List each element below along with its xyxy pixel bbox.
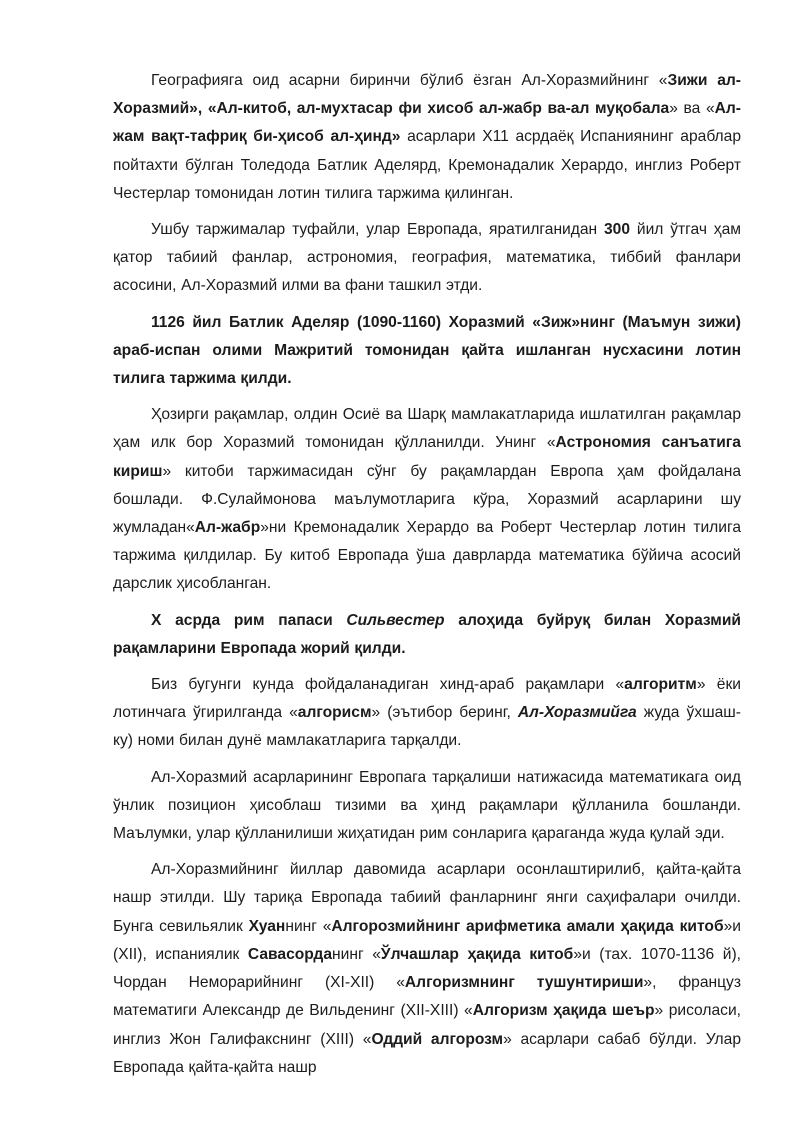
text-run: Ал-Хоразмий асарларининг Европага тарқалиши натижасида математикага оид ўнлик позицион ҳисоблаш тизими ва ҳинд рақамлари қўлланила бошланди. Маълумки, улар қўлланилиши жиҳатидан рим сонларига қараганда жуда қулай эди. [113,768,741,843]
text-run: Ал-жабр [194,519,261,537]
text-run: асарлари Х11 асрдаёқ Испаниянинг араблар пойтахти бўлган Толедода Батлик Аделярд, Кремонадалик Херардо, инглиз Роберт Честерлар томонидан лотин тилига таржима қилинган. [113,128,741,202]
text-run: Географияга оид асарни биринчи бўлиб ёзган Ал-Хоразмийнинг « [151,72,668,89]
text-run: »и (тах. 1070-1136 й), Чордан Неморарийнинг (XI-XII) « [113,945,741,992]
text-run: Ал-Хоразмийнинг йиллар давомида асарлари осонлаштирилиб, қайта-қайта нашр этилди. Шу тариқа Европада табиий фанларнинг янги саҳифалари очилди. Бунга севильялик [113,861,741,935]
paragraph-7 [113,764,741,849]
text-run: алгоритм [624,676,697,694]
text-run: » асарлари сабаб бўлди. Улар Европада қайта-қайта нашр [113,1030,742,1076]
paragraph-3 [113,309,741,394]
text-run: Ўлчашлар ҳақида китоб [380,945,574,963]
text-run: Ҳозирги рақамлар, олдин Осиё ва Шарқ мамлакатларида ишлатилган рақамлар ҳам илк бор Хоразмий томонидан қўлланилди. Унинг « [113,406,741,452]
text-run: Биз бугунги кунда фойдаланадиган хинд-араб рақамлари « [151,676,625,694]
text-run: Хуан [248,917,286,935]
text-run: 1126 йил Батлик Аделяр (1090-1160) Хоразмий «Зиж»нинг (Маъмун зижи) араб-испан олими Мажритий томонидан қайта ишланган нусхасини лотин тилига таржима қилди. [113,313,741,388]
paragraph-6 [113,671,741,756]
text-run: », француз математиги Александр де Вильденинг (XII-XIII) « [113,974,741,1020]
text-run: » (эътибор беринг, [371,704,518,722]
paragraph-2 [113,216,741,301]
document-page [113,67,741,1090]
text-run: Зижи ал-Хоразмий», «Ал-китоб, ал-мухтасар фи хисоб ал-жабр ва-ал муқобала [113,72,741,118]
paragraph-4 [113,401,741,598]
text-run: »и (XII), испаниялик [113,917,741,963]
text-run: . [401,639,406,657]
text-run: 300 [604,221,631,239]
text-run: » рисоласи, инглиз Жон Галифакснинг (XIII) « [113,1002,741,1048]
text-run: алгорисм [297,704,372,722]
text-run: алоҳида буйруқ билан Хоразмий рақамларини Европада жорий қилди [113,611,742,657]
paragraph-1 [113,67,741,208]
text-run: Ушбу таржималар туфайли, улар Европада, яратилганидан [151,221,604,239]
text-run: нинг « [332,945,381,963]
paragraph-5 [113,607,741,663]
text-run: Савасорда [247,945,333,963]
text-run: Х асрда рим папаси [151,611,347,629]
text-run: Алгоризм ҳақида шеър [472,1002,655,1020]
text-run: Алгорозмийнинг арифметика амали ҳақида китоб [331,917,724,935]
text-run: » китоби таржимасидан сўнг бу рақамлардан Европа ҳам фойдалана бошлади. Ф.Сулаймонова маълумотларига кўра, Хоразмий асарларини шу жумладан« [113,462,741,537]
text-run: нинг « [285,917,332,935]
text-run: Ал-Хоразмийга [517,704,637,722]
text-run: йил ўтгач ҳам қатор табиий фанлар, астрономия, география, математика, тиббий фанлари асосини, Ал-Хоразмий илми ва фани ташкил этди. [113,221,741,295]
text-run: Алгоризмнинг тушунтириши [404,974,644,992]
text-run: Ал-жам вақт-тафриқ би-ҳисоб ал-ҳинд» [113,100,741,146]
text-run: Оддий алгорозм [371,1030,504,1048]
text-run: Астрономия санъатига кириш [113,434,741,480]
text-run: » ёки лотинчага ўгирилганда « [113,676,741,722]
paragraph-8 [113,856,741,1082]
text-run: Сильвестер [346,611,445,629]
text-run: »ни Кремонадалик Херардо ва Роберт Честерлар лотин тилига таржима қилдилар. Бу китоб Европада ўша даврларда математика бўйича асосий дарслик ҳисобланган. [113,519,741,593]
text-run: жуда ўхшаш-ку) номи билан дунё мамлакатларига тарқалди. [113,704,741,750]
text-run: » ва « [669,100,715,118]
